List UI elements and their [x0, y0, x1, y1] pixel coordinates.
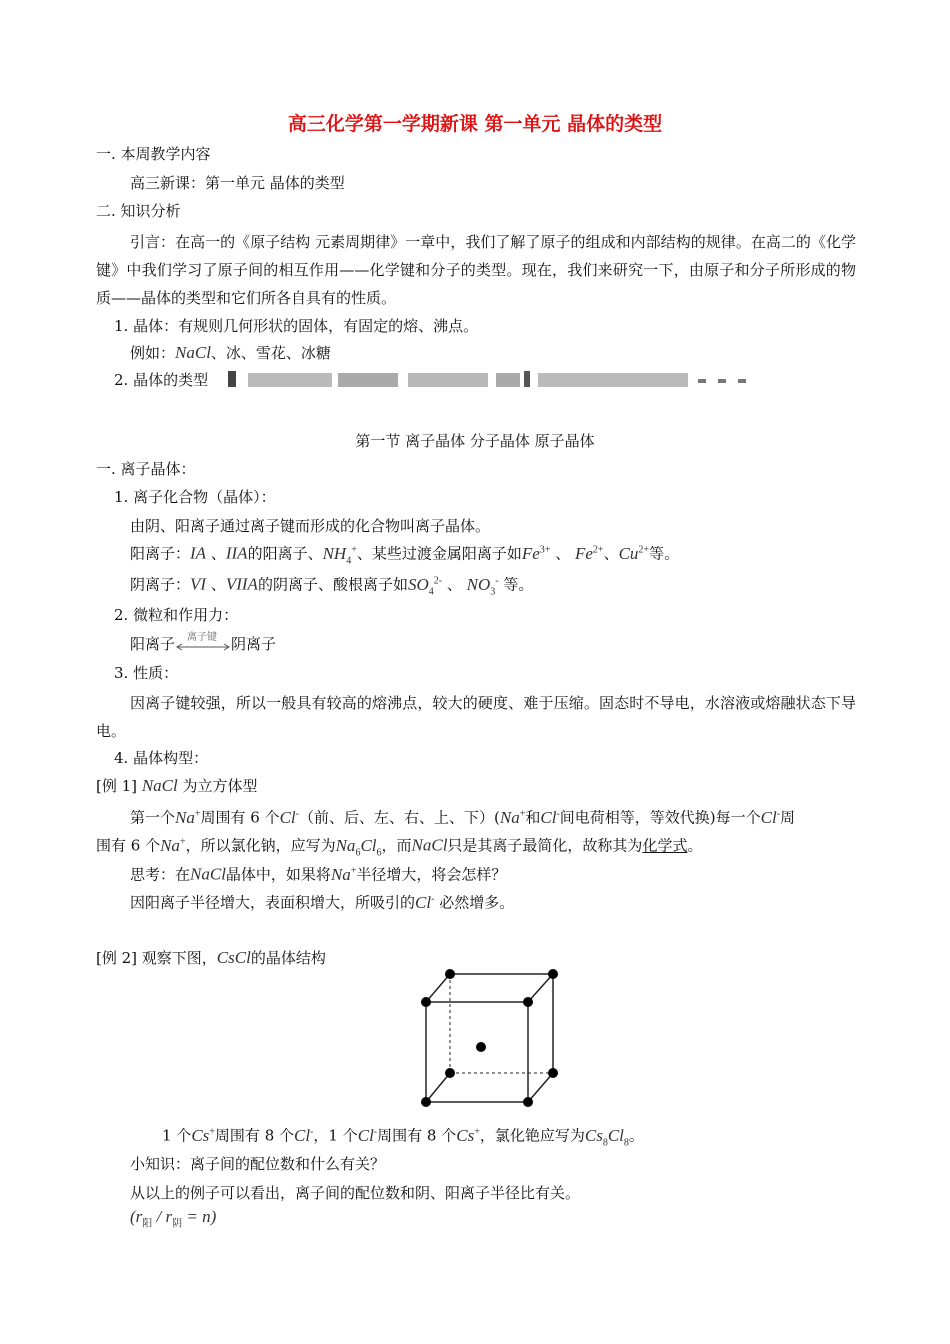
cation-line: 阳离子：IA 、IIA的阳离子、$NH_4^+$、某些过渡金属阳离子如$Fe^{3+}$ 、 $Fe^{2+}$、$Cu^{2+}$等。	[130, 543, 680, 567]
cscl-crystal-diagram	[410, 960, 575, 1120]
blurred-diagram	[228, 369, 748, 389]
properties-paragraph: 因离子键较强，所以一般具有较高的熔沸点，较大的硬度、难于压缩。固态时不导电，水溶液或熔融状态下导电。	[96, 694, 856, 740]
section-title: 第一节 离子晶体 分子晶体 原子晶体	[355, 432, 595, 450]
page-title: 高三化学第一学期新课 第一单元 晶体的类型	[287, 113, 663, 135]
example-2-heading: [例 2] 观察下图，CsCl的晶体结构	[96, 948, 326, 967]
radius-ratio-formula: $(r_阳 / r_阴 = n)$	[130, 1207, 217, 1230]
cscl-description: 1 个Cs+周围有 8 个Cl-，1 个Cl-周围有 8 个Cs+，氯化铯应写为$Cs_8Cl_8$。	[162, 1125, 644, 1149]
ionic-item-2: 2. 微粒和作用力：	[114, 606, 239, 624]
particle-relation: 阳离子 离子键 阴离子	[130, 632, 277, 653]
example-line: 例如：NaCl、冰、雪花、冰糖	[130, 343, 331, 362]
corner-ion	[421, 997, 431, 1007]
corner-ion	[445, 969, 455, 979]
answer-line: 因阳离子半径增大，表面积增大，所吸引的Cl- 必然增多。	[130, 892, 515, 912]
corner-ion	[445, 1068, 455, 1078]
example-1-line-1: 第一个Na+周围有 6 个Cl-（前、后、左、右、上、下）(Na+和Cl-间电荷相等，等效代换)每一个Cl-周	[130, 807, 796, 827]
corner-ion	[548, 1068, 558, 1078]
ionic-item-1: 1. 离子化合物（晶体）：	[114, 488, 276, 506]
center-ion	[476, 1042, 486, 1052]
think-line: 思考：在NaCl晶体中，如果将Na+半径增大，将会怎样？	[130, 864, 507, 884]
ionic-item-4: 4. 晶体构型：	[114, 749, 209, 767]
tip-question: 小知识：离子间的配位数和什么有关？	[130, 1155, 386, 1173]
tip-answer: 从以上的例子可以看出，离子间的配位数和阴、阳离子半径比有关。	[130, 1184, 581, 1202]
ionic-heading: 一. 离子晶体：	[96, 460, 196, 478]
corner-ion	[523, 1097, 533, 1107]
section-1-text: 高三新课：第一单元 晶体的类型	[130, 174, 345, 192]
section-heading-2: 二. 知识分析	[96, 202, 181, 220]
section-heading-1: 一. 本周教学内容	[96, 145, 211, 163]
item-2: 2. 晶体的类型	[114, 371, 209, 389]
intro-paragraph: 引言：在高一的《原子结构 元素周期律》一章中，我们了解了原子的组成和内部结构的规律。在高二的《化学键》中我们学习了原子间的相互作用——化学键和分子的类型。现在，我们来研究一下，由原子和分子所形成的物质——晶体的类型和它们所各自具有的性质。	[96, 233, 856, 307]
corner-ion	[523, 997, 533, 1007]
item-1: 1. 晶体：有规则几何形状的固体，有固定的熔、沸点。	[114, 317, 479, 335]
example-1-line-2: 围有 6 个Na+，所以氯化钠，应写为$Na_6Cl_6$，而NaCl只是其离子最简化，故称其为化学式。	[96, 835, 703, 859]
corner-ion	[421, 1097, 431, 1107]
ionic-item-3: 3. 性质：	[114, 664, 179, 682]
ionic-definition: 由阴、阳离子通过离子键而形成的化合物叫离子晶体。	[130, 517, 491, 535]
anion-line: 阴离子：VI 、VIIA的阴离子、酸根离子如$SO_4^{2-}$ 、 $NO_3^-$ 等。	[130, 574, 534, 598]
example-1-heading: [例 1] NaCl 为立方体型	[96, 776, 258, 795]
corner-ion	[548, 969, 558, 979]
